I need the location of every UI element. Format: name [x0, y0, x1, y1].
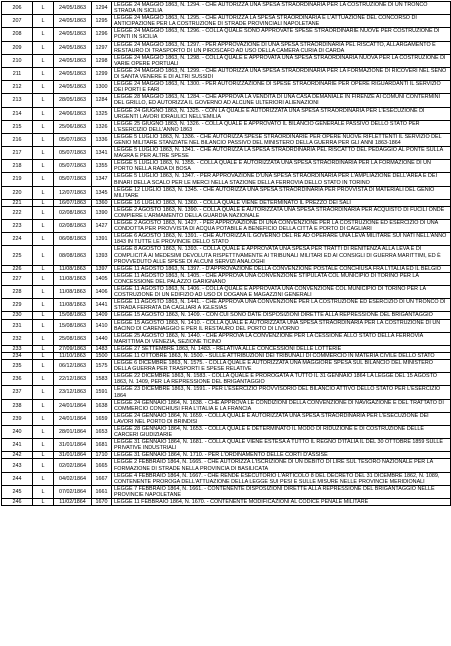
table-row — [2, 312, 451, 319]
law-description: LEGGE 28 MAGGIO 1863, N. 1284. - CHE APPROVA LA VENDITA DI UNA CASA DEMANIALE IN FIRENZE AI COMUNI CONTERMINI DEL GRILLO, ED AUTORIZZA IL GOVERNO AD ALCUNE ULTERIORI ALIENAZIONI — [112, 94, 451, 107]
record-number: 206 — [2, 2, 33, 15]
law-date: 12/07/1863 — [54, 186, 92, 199]
law-date: 25/06/1863 — [54, 120, 92, 133]
series-code: L — [33, 81, 54, 94]
law-number: 1575 — [92, 360, 112, 373]
law-date: 24/06/1863 — [54, 107, 92, 120]
law-description: LEGGE 28 GENNAIO 1864, N. 1653. - COLLA QUALE È DETERMINATO IL MODO DI RIDUZIONE E DI COSTRUZIONE DELLE CARCERI GIUDIZIARIE — [112, 426, 451, 439]
series-code: L — [33, 54, 54, 67]
record-number: 223 — [2, 220, 33, 233]
table-row — [2, 373, 451, 386]
series-code: L — [33, 272, 54, 285]
law-number: 1360 — [92, 199, 112, 206]
series-code: L — [33, 246, 54, 265]
record-number: 221 — [2, 199, 33, 206]
law-number: 1440 — [92, 332, 112, 345]
law-date: 05/07/1863 — [54, 133, 92, 146]
table-row — [2, 499, 451, 506]
series-code: L — [33, 233, 54, 246]
table-row — [2, 28, 451, 41]
series-code: L — [33, 412, 54, 425]
law-date: 27/09/1863 — [54, 345, 92, 352]
law-date: 31/01/1864 — [54, 439, 92, 452]
law-date: 28/01/1864 — [54, 426, 92, 439]
law-number: 1483 — [92, 345, 112, 352]
law-description: LEGGE 25 AGOSTO 1863, N. 1440. - CHE APPROVA LA CONVENZIONE PER LA CESSIONE ALLO STATO DELLA FERROVIA MARITTIMA DI VENEZIA, SEZIONE TICINO — [112, 332, 451, 345]
table-row — [2, 452, 451, 459]
law-date: 24/05/1863 — [54, 54, 92, 67]
law-description: LEGGE 31 GENNAIO 1864, N. 1681. - COLLA QUALE VIENE ESTESA A TUTTO IL REGNO D'ITALIA IL DEL 30 OTTOBRE 1859 SULLE PRIVATIVE INDUSTRIALI — [112, 439, 451, 452]
record-number: 213 — [2, 94, 33, 107]
law-description: LEGGE 31 GENNAIO 1864, N. 1710. - PER L'ORDINAMENTO DELLE CORTI D'ASSISE — [112, 452, 451, 459]
series-code: L — [33, 452, 54, 459]
law-description: LEGGE 11 FEBBRAIO 1864, N. 1670. - CONTENENTE MODIFICAZIONI AL CODICE PENALE MILITARE — [112, 499, 451, 506]
table-row — [2, 199, 451, 206]
record-number: 244 — [2, 472, 33, 485]
record-number: 234 — [2, 352, 33, 359]
law-number: 1294 — [92, 2, 112, 15]
table-row — [2, 246, 451, 265]
law-date: 11/08/1863 — [54, 265, 92, 272]
law-date: 05/07/1863 — [54, 147, 92, 160]
law-number: 1345 — [92, 186, 112, 199]
laws-table-body — [2, 2, 451, 506]
law-number: 1390 — [92, 206, 112, 219]
record-number: 225 — [2, 246, 33, 265]
record-number: 210 — [2, 54, 33, 67]
law-number: 1298 — [92, 54, 112, 67]
series-code: L — [33, 107, 54, 120]
law-description: LEGGE 11 AGOSTO 1863, N. 1405. - CHE APPROVA UNA CONVENZIONE STIPULATA COL MUNICIPIO DI TORINO PER LA CONCESSIONE DEL PALAZZO GARIGNANO — [112, 272, 451, 285]
law-date: 24/05/1863 — [54, 67, 92, 80]
record-number: 208 — [2, 28, 33, 41]
record-number: 237 — [2, 386, 33, 399]
law-number: 1406 — [92, 286, 112, 299]
table-row — [2, 272, 451, 285]
table-row — [2, 2, 451, 15]
series-code: L — [33, 206, 54, 219]
law-description: LEGGE 5 LUGLIO 1863, N. 1347. - PER APPROVAZIONE D'UNA SPESA STRAORDINARIA PER L'AMPLIAZIONE DELL'AREA E DEI BINARI DELLA SCALO PER LE MERCI NELLA STAZIONE DELLA FERROVIA DELLO STATO IN TORINO — [112, 173, 451, 186]
record-number: 229 — [2, 299, 33, 312]
series-code: L — [33, 15, 54, 28]
law-number: 1427 — [92, 220, 112, 233]
law-date: 24/01/1864 — [54, 412, 92, 425]
table-row — [2, 352, 451, 359]
law-description: LEGGE 24 MAGGIO 1863, N. 1298. - COLLA QUALE È APPROVATA UNA SPESA STRAORDINARIA NUOVA PER LA COSTRUZIONE DI VARIE OPERE PORTUALI — [112, 54, 451, 67]
series-code: L — [33, 426, 54, 439]
law-number: 1393 — [92, 246, 112, 265]
table-row — [2, 147, 451, 160]
law-number: 1326 — [92, 120, 112, 133]
law-description: LEGGE 4 FEBBRAIO 1864, N. 1667. - CHE RENDE ESECUTORIO L'ARTICOLO 8 DEL DECRETO DEL 31 DICEMBRE 1862, N. 1089, CONTENENTE PROROGA DELL'ATTUAZIONE DELLA LEGGE SUI PESI E SULLE MISURE NELLE PROVINCIE MERIDIONALI — [112, 472, 451, 485]
law-number: 1500 — [92, 352, 112, 359]
record-number: 222 — [2, 206, 33, 219]
law-description: LEGGE 2 FEBBRAIO 1864, N. 1665. - CHE AUTORIZZA L'ISCRIZIONE DI UN DEBITO DI LIRE SUL TESORO NAZIONALE PER LA FORMAZIONE DI STRADE NELLA PROVINCIA DI BASILICATA — [112, 459, 451, 472]
record-number: 212 — [2, 81, 33, 94]
law-description: LEGGE 5 LUGLIO 1863, N. 1355. - COLLA QUALE È AUTORIZZATA UNA SPESA STRAORDINARIA PER LA FORMAZIONE DI UN PORTO NELLA RADA DI BOSA — [112, 160, 451, 173]
law-description: LEGGE 24 MAGGIO 1863, N. 1294. - CHE AUTORIZZA UNA SPESA STRAORDINARIA PER LA COSTRUZIONE DI UN TRONCO STRADA IN SICILIA — [112, 2, 451, 15]
law-date: 05/07/1863 — [54, 173, 92, 186]
record-number: 216 — [2, 133, 33, 146]
series-code: L — [33, 147, 54, 160]
law-description: LEGGE 23 DICEMBRE 1863, N. 1591. - PER L'ESERCIZIO PROVVISORIO DEL BILANCIO ATTIVO DELLO STATO PER L'ESERCIZIO 1864 — [112, 386, 451, 399]
table-row — [2, 107, 451, 120]
law-date: 24/05/1863 — [54, 2, 92, 15]
law-description: LEGGE 22 DICEMBRE 1863, N. 1583. - COLLA QUALE È PROROGATA A TUTTO IL 31 GENNAIO 1864 LA LEGGE DEL 15 AGOSTO 1863, N. 1409, PER LA REPRESSIONE DEL BRIGANTAGGIO — [112, 373, 451, 386]
table-row — [2, 173, 451, 186]
law-date: 15/08/1863 — [54, 319, 92, 332]
series-code: L — [33, 472, 54, 485]
record-number: 242 — [2, 452, 33, 459]
law-date: 04/02/1864 — [54, 472, 92, 485]
series-code: L — [33, 299, 54, 312]
law-number: 1300 — [92, 81, 112, 94]
series-code: L — [33, 399, 54, 412]
record-number: 217 — [2, 147, 33, 160]
law-number: 1391 — [92, 233, 112, 246]
record-number: 245 — [2, 485, 33, 498]
law-description: LEGGE 24 MAGGIO 1863, N. 1296. - COLLA QUALE SONO APPROVATE SPESE STRAORDINARIE NUOVE PER COSTRUZIONE DI PONTI IN SICILIA — [112, 28, 451, 41]
record-number: 241 — [2, 439, 33, 452]
law-description: LEGGE 16 LUGLIO 1863, N. 1360. - COLLA QUALE VIENE DETERMINATO IL PREZZO DEI SALI — [112, 199, 451, 206]
law-date: 06/08/1863 — [54, 233, 92, 246]
table-row — [2, 399, 451, 412]
law-number: 1297 — [92, 41, 112, 54]
table-row — [2, 54, 451, 67]
law-number: 1355 — [92, 160, 112, 173]
table-row — [2, 220, 451, 233]
law-description: LEGGE 27 SETTEMBRE 1863, N. 1483. - RELATIVA ALLE CONCESSIONI DELLE LOTTERIE — [112, 345, 451, 352]
law-number: 1341 — [92, 147, 112, 160]
series-code: L — [33, 67, 54, 80]
law-description: LEGGE 24 MAGGIO 1863, N. 1299. - CHE AUTORIZZA UNA SPESA STRAORDINARIA PER LA FORMAZIONE DI RICOVERI NEL SENO DI SANTA VENERE E DI ALTRI SUSSIDI — [112, 67, 451, 80]
table-row — [2, 386, 451, 399]
series-code: L — [33, 439, 54, 452]
record-number: 226 — [2, 265, 33, 272]
series-code: L — [33, 2, 54, 15]
series-code: L — [33, 160, 54, 173]
table-row — [2, 120, 451, 133]
law-description: LEGGE 24 GENNAIO 1864, N. 1659. - COLLA QUALE È AUTORIZZATA UNA SPESA STRAORDINARIA PER L'ESECUZIONE DEI LAVORI NEL PORTO DI BRINDISI — [112, 412, 451, 425]
law-date: 11/02/1864 — [54, 499, 92, 506]
table-row — [2, 439, 451, 452]
law-date: 06/12/1863 — [54, 360, 92, 373]
series-code: L — [33, 332, 54, 345]
record-number: 239 — [2, 412, 33, 425]
law-number: 1591 — [92, 386, 112, 399]
law-description: LEGGE 24 GENNAIO 1864, N. 1638. - CHE APPROVA LE CONDIZIONI DELLA CONVENZIONE DI NAVIGAZIONE E DEL TRATTATO DI COMMERCIO CONCHIUSI FRA L'ITALIA E LA FRANCIA — [112, 399, 451, 412]
record-number: 214 — [2, 107, 33, 120]
law-number: 1347 — [92, 173, 112, 186]
series-code: L — [33, 173, 54, 186]
law-number: 1336 — [92, 133, 112, 146]
law-description: LEGGE 25 GIUGNO 1863, N. 1326. - COLLA QUALE È APPROVATO IL BILANCIO GENERALE PASSIVO DELLO STATO PER L'ESERCIZIO DELL'ANNO 1863 — [112, 120, 451, 133]
law-description: LEGGE 5 LUGLIO 1863, N. 1341. - CHE AUTORIZZA LA SPESA STRAORDINARIA PEL RISCATTO DEL PEDAGGIO AL PONTE SULLA MAGRA E PER ALTRE SPESE — [112, 147, 451, 160]
table-row — [2, 299, 451, 312]
law-date: 31/01/1864 — [54, 452, 92, 459]
law-date: 24/05/1863 — [54, 81, 92, 94]
law-number: 1670 — [92, 499, 112, 506]
law-description: LEGGE 5 LUGLIO 1863, N. 1336. - CHE AUTORIZZA SPESE STRAORDINARIE PER OPERE NUOVE RIFLETTENTI IL SERVIZIO DEL GENIO MILITARE STANZIATE NEL BILANCIO PASSIVO DEL MINISTERO DELLA GUERRA PER GLI ANNI 1863-1864 — [112, 133, 451, 146]
series-code: L — [33, 373, 54, 386]
law-description: LEGGE 24 GIUGNO 1863, N. 1325. - CON LA QUALE È AUTORIZZATA UNA SPESA STRAORDINARIA PER L'ESECUZIONE DI URGENTI LAVORI IDRAULICI NELL'EMILIA — [112, 107, 451, 120]
law-date: 02/08/1863 — [54, 206, 92, 219]
table-row — [2, 133, 451, 146]
law-description: LEGGE 24 MAGGIO 1863, N. 1295. - CHE AUTORIZZA LA SPESA STRAORDINARIA E L'ATTUAZIONE DEL CONCORSO DI ANTICIPAZIONE PER LA COSTRUZIONE DI STRADE PROVINCIALI NAPOLETANE — [112, 15, 451, 28]
law-date: 11/10/1863 — [54, 352, 92, 359]
table-row — [2, 160, 451, 173]
table-row — [2, 15, 451, 28]
series-code: L — [33, 459, 54, 472]
series-code: L — [33, 312, 54, 319]
law-number: 1659 — [92, 412, 112, 425]
law-description: LEGGE 11 OTTOBRE 1863, N. 1500. - SULLE ATTRIBUZIONI DEI TRIBUNALI DI COMMERCIO IN MATERIA CIVILE DELLO STATO — [112, 352, 451, 359]
law-date: 22/12/1863 — [54, 373, 92, 386]
law-number: 1681 — [92, 439, 112, 452]
law-number: 1409 — [92, 312, 112, 319]
law-number: 1325 — [92, 107, 112, 120]
law-number: 1299 — [92, 67, 112, 80]
table-row — [2, 265, 451, 272]
table-row — [2, 485, 451, 498]
table-row — [2, 319, 451, 332]
law-date: 02/08/1863 — [54, 220, 92, 233]
series-code: L — [33, 133, 54, 146]
record-number: 232 — [2, 332, 33, 345]
law-description: LEGGE 15 AGOSTO 1863, N. 1410. - COLLA QUALE È AUTORIZZATA UNA SPESA STRAORDINARIA PER LA COSTRUZIONE DI UN BACINO DI CARENAGGIO E PER IL RESTAURO DEL PORTO DI LIVORNO — [112, 319, 451, 332]
series-code: L — [33, 386, 54, 399]
law-date: 25/08/1863 — [54, 332, 92, 345]
law-number: 1296 — [92, 28, 112, 41]
record-number: 219 — [2, 173, 33, 186]
law-date: 11/08/1863 — [54, 272, 92, 285]
laws-table — [1, 1, 451, 506]
law-date: 28/05/1863 — [54, 94, 92, 107]
law-date: 08/08/1863 — [54, 246, 92, 265]
law-date: 16/07/1863 — [54, 199, 92, 206]
law-number: 1665 — [92, 459, 112, 472]
record-number: 220 — [2, 186, 33, 199]
record-number: 211 — [2, 67, 33, 80]
table-row — [2, 459, 451, 472]
record-number: 230 — [2, 312, 33, 319]
record-number: 240 — [2, 426, 33, 439]
table-row — [2, 426, 451, 439]
record-number: 238 — [2, 399, 33, 412]
law-number: 1653 — [92, 426, 112, 439]
law-date: 02/02/1864 — [54, 459, 92, 472]
law-description: LEGGE 12 LUGLIO 1863, N. 1345. - CHE AUTORIZZA UNA SPESA STRAORDINARIA PER PROVVISTA DI MATERIALI DEL GENIO MILITARE — [112, 186, 451, 199]
law-description: LEGGE 11 AGOSTO 1863, N. 1406. - COLLA QUALE È APPROVATA UNA CONVENZIONE COL MUNICIPIO DI TORINO PER LA COSTRUZIONE DI UN EDIFIZIO AD USO DI DOGANA E MAGAZZINI GENERALI — [112, 286, 451, 299]
law-date: 11/08/1863 — [54, 286, 92, 299]
law-number: 1638 — [92, 399, 112, 412]
law-description: LEGGE 7 FEBBRAIO 1864, N. 1661. - CONTENENTE DISPOSIZIONI DIRETTE ALLA REPRESSIONE DEL BRIGANTAGGIO NELLE PROVINCIE NAPOLETANE — [112, 485, 451, 498]
series-code: L — [33, 360, 54, 373]
table-row — [2, 360, 451, 373]
table-row — [2, 412, 451, 425]
series-code: L — [33, 41, 54, 54]
law-number: 1661 — [92, 485, 112, 498]
record-number: 243 — [2, 459, 33, 472]
law-number: 1710 — [92, 452, 112, 459]
law-date: 24/01/1864 — [54, 399, 92, 412]
record-number: 215 — [2, 120, 33, 133]
table-row — [2, 472, 451, 485]
table-row — [2, 186, 451, 199]
record-number: 209 — [2, 41, 33, 54]
series-code: L — [33, 485, 54, 498]
table-row — [2, 41, 451, 54]
table-row — [2, 94, 451, 107]
law-description: LEGGE 2 AGOSTO 1863, N. 1427. - PER APPROVAZIONE DI UNA CONVENZIONE PER LA COSTRUZIONE ED ESERCIZIO DI UNA CONDOTTA PER PROVVISTA DI ACQUA POTABILE A BENEFICIO DELLA CITTÀ E PORTO DI CAGLIARI — [112, 220, 451, 233]
series-code: L — [33, 220, 54, 233]
series-code: L — [33, 265, 54, 272]
law-date: 05/07/1863 — [54, 160, 92, 173]
law-number: 1410 — [92, 319, 112, 332]
law-date: 15/08/1863 — [54, 312, 92, 319]
law-description: LEGGE 8 AGOSTO 1863, N. 1393. - COLLA QUALE È APPROVATA UNA SPESA PER TRATTI DI RENITENZA ALLA LEVA E DI COMPLICITÀ AI MEDESIMI DEVOLUTA RISPETTIVAMENTE AI TRIBUNALI MILITARI ED AI CONSIGLI DI GUERRA MARITTIMI, ED È PROVVEDUTO ALLE SPESE DI ALCUNI SERVIZI ANALOGHI — [112, 246, 451, 265]
series-code: L — [33, 319, 54, 332]
record-number: 233 — [2, 345, 33, 352]
record-number: 224 — [2, 233, 33, 246]
record-number: 231 — [2, 319, 33, 332]
table-row — [2, 332, 451, 345]
law-description: LEGGE 15 AGOSTO 1863, N. 1409. - CON CUI SONO DATE DISPOSIZIONI DIRETTE ALLA REPRESSIONE DEL BRIGANTAGGIO — [112, 312, 451, 319]
law-date: 24/05/1863 — [54, 15, 92, 28]
series-code: L — [33, 199, 54, 206]
law-date: 11/08/1863 — [54, 299, 92, 312]
record-number: 207 — [2, 15, 33, 28]
law-description: LEGGE 11 AGOSTO 1863, N. 1397. - D'APPROVAZIONE DELLA CONVENZIONE POSTALE CONCHIUSA FRA L'ITALIA ED IL BELGIO — [112, 265, 451, 272]
series-code: L — [33, 499, 54, 506]
law-date: 24/05/1863 — [54, 41, 92, 54]
series-code: L — [33, 286, 54, 299]
series-code: L — [33, 345, 54, 352]
law-number: 1583 — [92, 373, 112, 386]
law-number: 1397 — [92, 265, 112, 272]
table-row — [2, 345, 451, 352]
table-row — [2, 67, 451, 80]
law-date: 07/02/1864 — [54, 485, 92, 498]
law-description: LEGGE 11 AGOSTO 1863, N. 1441. - CHE APPROVA UNA CONVENZIONE PER LA COSTRUZIONE ED ESERCIZIO DI UN TRONCO DI STRADA FERRATA DA CAGLIARI A IGLESIAS — [112, 299, 451, 312]
law-description: LEGGE 24 MAGGIO 1863, N. 1297. - PER APPROVAZIONE DI UNA SPESA STRAORDINARIA PEL RISCATTO, ALLARGAMENTO E RESTAURO DI TRASPORTO DI UN PIROSCAFO AD USO DELLA CAMERA CURIA DI CARDA — [112, 41, 451, 54]
record-number: 218 — [2, 160, 33, 173]
series-code: L — [33, 28, 54, 41]
law-number: 1405 — [92, 272, 112, 285]
law-number: 1441 — [92, 299, 112, 312]
record-number: 236 — [2, 373, 33, 386]
law-number: 1667 — [92, 472, 112, 485]
series-code: L — [33, 352, 54, 359]
law-date: 23/12/1863 — [54, 386, 92, 399]
record-number: 235 — [2, 360, 33, 373]
law-number: 1284 — [92, 94, 112, 107]
table-row — [2, 286, 451, 299]
table-row — [2, 233, 451, 246]
law-description: LEGGE 6 AGOSTO 1863, N. 1391. - CHE AUTORIZZA IL GOVERNO DEL RE AD OPERARE UNA LEVA MILITARE SUI NATI NELL'ANNO 1843 IN TUTTE LE PROVINCIE DELLO STATO — [112, 233, 451, 246]
law-description: LEGGE 6 DICEMBRE 1863, N. 1575. - COLLA QUALE È AUTORIZZATA UNA MAGGIORE SPESA SUL BILANCIO DEL MINISTERO DELLA GUERRA PER TRASPORTI E SPESE RELATIVE — [112, 360, 451, 373]
record-number: 227 — [2, 272, 33, 285]
table-row — [2, 206, 451, 219]
record-number: 246 — [2, 499, 33, 506]
law-date: 24/05/1863 — [54, 28, 92, 41]
series-code: L — [33, 186, 54, 199]
law-description: LEGGE 2 AGOSTO 1863, N. 1390. - COLLA QUALE È AUTORIZZATA UNA SPESA STRAORDINARIA PER ACQUISTO DI FUCILI ONDE COMPIERE L'ARMAMENTO DELLA GUARDIA NAZIONALE — [112, 206, 451, 219]
series-code: L — [33, 94, 54, 107]
table-row — [2, 81, 451, 94]
law-description: LEGGE 24 MAGGIO 1863, N. 1300. - PER AUTORIZZAZIONE DI SPESE STRAORDINARIE PER OPERE RIGUARDANTI IL SERVIZIO DEI PORTI E FARI — [112, 81, 451, 94]
record-number: 228 — [2, 286, 33, 299]
law-number: 1295 — [92, 15, 112, 28]
series-code: L — [33, 120, 54, 133]
